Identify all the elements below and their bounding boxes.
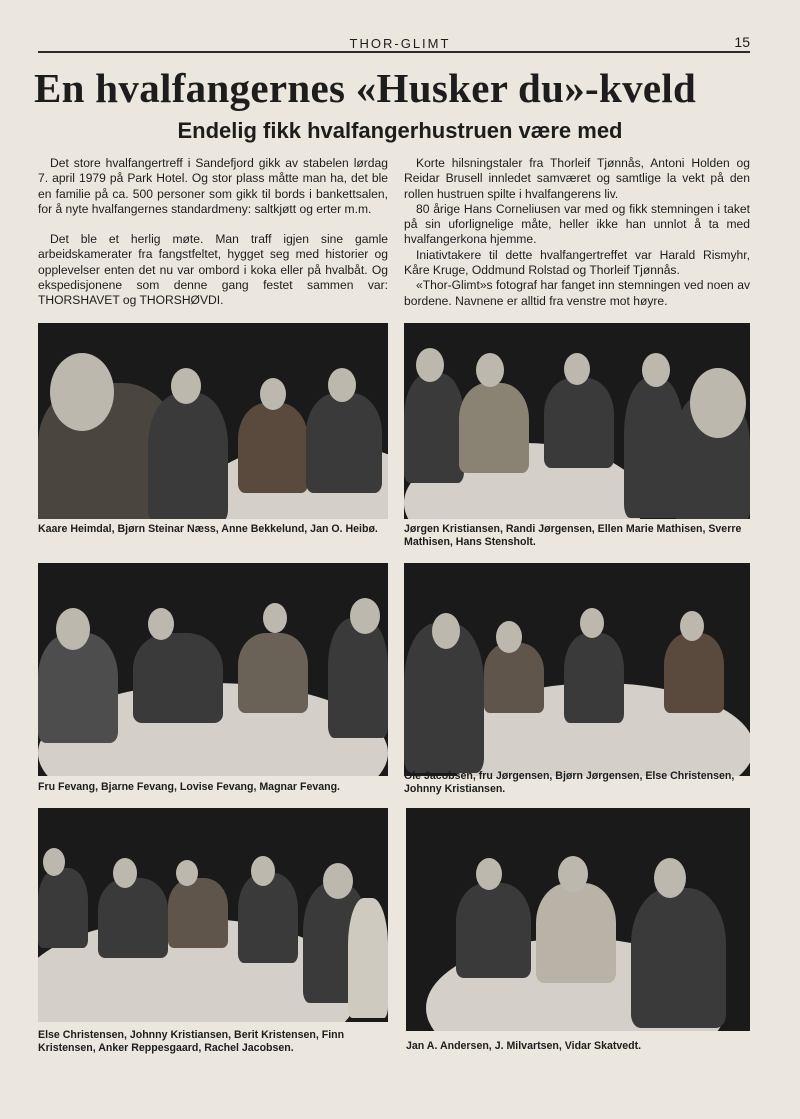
photo-1 bbox=[38, 323, 388, 519]
paragraph: Det ble et herlig møte. Man traff igjen sine gamle arbeidskamerater fra fangstfeltet, hygget seg med historier og opplevelser enten det nu var ombord i koka eller på hvalbåt. Og ekspedisjonene som denne gang festet sammen var: THORSHAVET og THORSHØVDI. bbox=[38, 232, 388, 308]
paragraph: «Thor-Glimt»s fotograf har fanget inn stemningen ved noen av bordene. Navnene er alltid fra venstre mot høyre. bbox=[404, 278, 750, 308]
photo-caption: Ole Jacobsen, fru Jørgensen, Bjørn Jørgensen, Else Christensen, Johnny Kristiansen. bbox=[404, 770, 735, 795]
right-column bbox=[404, 156, 750, 309]
photo-2 bbox=[404, 323, 750, 519]
photo-3 bbox=[38, 563, 388, 776]
left-column bbox=[38, 156, 388, 309]
paragraph: Det store hvalfangertreff i Sandefjord gikk av stabelen lørdag 7. april 1979 på Park Hotel. Og stor plass måtte man ha, det ble en familie på ca. 500 personer som gikk til bords i bankettsalen, for å nyte hvalfangernes standardmeny: saltkjøtt og erter m.m. bbox=[38, 156, 388, 216]
subheadline: Endelig fikk hvalfangerhustruen være med bbox=[177, 118, 623, 143]
paragraph: Korte hilsningstaler fra Thorleif Tjønnås, Antoni Holden og Reidar Brusell innledet samværet og samtlige la vekt på den rollen hustruen spilte i hvalfangerens liv. bbox=[404, 156, 750, 201]
photo-caption: Jørgen Kristiansen, Randi Jørgensen, Ellen Marie Mathisen, Sverre Mathisen, Hans Stensholt. bbox=[404, 523, 742, 548]
photo-caption: Fru Fevang, Bjarne Fevang, Lovise Fevang, Magnar Fevang. bbox=[38, 781, 340, 793]
photo-6 bbox=[406, 808, 750, 1031]
page-number: 15 bbox=[734, 34, 750, 50]
photo-caption: Jan A. Andersen, J. Milvartsen, Vidar Skatvedt. bbox=[406, 1040, 642, 1052]
photo-caption: Else Christensen, Johnny Kristiansen, Berit Kristensen, Finn Kristensen, Anker Reppesgaard, Rachel Jacobsen. bbox=[38, 1029, 345, 1054]
running-head: THOR-GLIMT bbox=[349, 36, 451, 51]
photo-5 bbox=[38, 808, 388, 1022]
paragraph: 80 årige Hans Corneliusen var med og fikk stemningen i taket på sin uforlignelige måte, heller ikke han unnlot å ta med hvalfangerkona hjemme. bbox=[404, 201, 750, 247]
header-rule bbox=[38, 51, 750, 53]
photo-caption: Kaare Heimdal, Bjørn Steinar Næss, Anne Bekkelund, Jan O. Heibø. bbox=[38, 523, 378, 535]
paragraph: Iniativtakere til dette hvalfangertreffet var Harald Rismyhr, Kåre Kruge, Oddmund Rolstad og Thorleif Tjønnås. bbox=[404, 247, 750, 278]
headline: En hvalfangernes «Husker du»-kveld bbox=[34, 65, 697, 111]
photo-4 bbox=[404, 563, 750, 776]
